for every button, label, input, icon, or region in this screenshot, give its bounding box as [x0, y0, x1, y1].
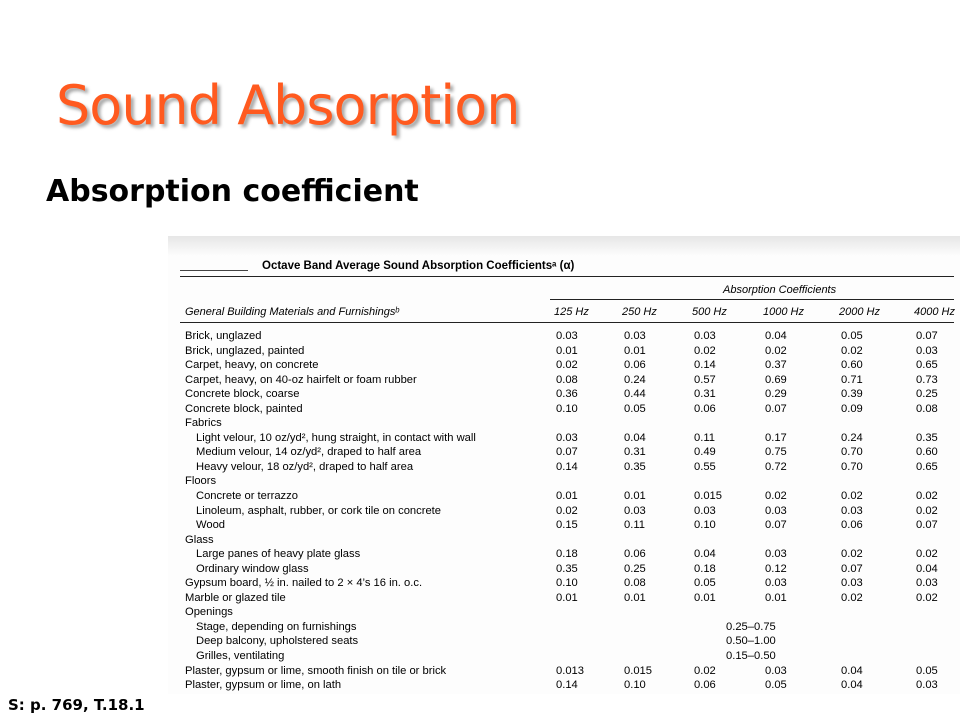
coefficient-value: 0.02 — [841, 344, 863, 357]
table-row — [168, 387, 960, 402]
material-name: Medium velour, 14 oz/yd², draped to half area — [196, 446, 422, 459]
table-row — [168, 634, 960, 649]
material-name: Carpet, heavy, on concrete — [185, 359, 319, 372]
coefficient-value: 0.55 — [694, 460, 716, 473]
coefficient-value: 0.03 — [916, 577, 938, 590]
table-title-rule — [180, 270, 248, 271]
table-row — [168, 620, 960, 635]
coefficient-value: 0.02 — [694, 664, 716, 677]
coefficient-value: 0.015 — [624, 664, 652, 677]
coefficient-value: 0.03 — [556, 330, 578, 342]
coefficient-value: 0.11 — [624, 519, 645, 532]
coefficient-value: 0.06 — [694, 402, 716, 415]
material-name: Deep balcony, upholstered seats — [196, 635, 359, 648]
coefficient-value: 0.07 — [916, 519, 938, 532]
coefficient-value: 0.29 — [765, 388, 787, 401]
coefficient-value: 0.35 — [916, 431, 938, 444]
coefficient-value: 0.57 — [694, 373, 716, 386]
material-name: Light velour, 10 oz/yd², hung straight, in contact with wall — [196, 431, 476, 444]
coefficient-value: 0.02 — [694, 344, 716, 357]
coefficient-value: 0.10 — [556, 577, 578, 590]
materials-column-header: General Building Materials and Furnishingsᵇ — [185, 306, 399, 318]
table-row — [168, 431, 960, 446]
scan-shading — [168, 236, 960, 256]
coefficient-value: 0.01 — [556, 591, 578, 604]
material-name: Carpet, heavy, on 40-oz hairfelt or foam rubber — [185, 373, 417, 386]
coefficient-value: 0.14 — [556, 679, 578, 692]
coefficient-value: 0.07 — [916, 330, 938, 342]
coefficient-value: 0.03 — [556, 431, 578, 444]
table-row — [168, 358, 960, 373]
coefficient-value: 0.04 — [916, 562, 938, 575]
frequency-header: 125 Hz — [554, 306, 589, 318]
coefficient-value: 0.02 — [765, 344, 787, 357]
coefficient-value: 0.31 — [694, 388, 716, 401]
material-name: Plaster, gypsum or lime, smooth finish on tile or brick — [185, 664, 447, 677]
coefficient-value: 0.06 — [624, 548, 646, 561]
coefficient-value: 0.01 — [556, 344, 578, 357]
coefficient-value: 0.35 — [556, 562, 578, 575]
frequency-header: 2000 Hz — [839, 306, 880, 318]
coefficient-value: 0.71 — [841, 373, 863, 386]
coefficient-value: 0.49 — [694, 446, 716, 459]
coefficient-value: 0.05 — [916, 664, 938, 677]
coefficient-value: 0.08 — [624, 577, 646, 590]
header-bottom-rule — [180, 322, 954, 323]
coefficient-value: 0.36 — [556, 388, 578, 401]
material-name: Linoleum, asphalt, rubber, or cork tile on concrete — [196, 504, 442, 517]
material-name: Plaster, gypsum or lime, on lath — [185, 679, 342, 692]
coefficient-value: 0.04 — [841, 679, 863, 692]
coefficient-value: 0.69 — [765, 373, 787, 386]
coefficient-value: 0.04 — [841, 664, 863, 677]
coefficient-value: 0.07 — [841, 562, 863, 575]
coefficient-range: 0.25–0.75 — [726, 620, 776, 633]
table-row — [168, 416, 960, 431]
slide-title: Sound Absorption — [56, 74, 520, 137]
coefficient-value: 0.39 — [841, 388, 863, 401]
coefficient-value: 0.70 — [841, 446, 863, 459]
coefficient-value: 0.03 — [841, 577, 863, 590]
coefficient-value: 0.65 — [916, 359, 938, 372]
coefficient-value: 0.18 — [556, 548, 578, 561]
material-name: Large panes of heavy plate glass — [196, 548, 361, 561]
material-name: Ordinary window glass — [196, 562, 309, 575]
frequency-header: 250 Hz — [622, 306, 657, 318]
coefficient-value: 0.01 — [624, 490, 646, 503]
material-name: Floors — [185, 475, 217, 488]
coefficient-value: 0.24 — [841, 431, 863, 444]
coefficient-value: 0.03 — [624, 330, 646, 342]
coefficient-value: 0.25 — [916, 388, 938, 401]
coefficient-value: 0.01 — [765, 591, 787, 604]
coefficient-value: 0.10 — [556, 402, 578, 415]
coefficient-value: 0.01 — [694, 591, 716, 604]
coefficient-value: 0.02 — [916, 490, 938, 503]
material-name: Concrete block, painted — [185, 402, 303, 415]
coefficient-value: 0.015 — [694, 490, 722, 503]
coefficient-value: 0.013 — [556, 664, 584, 677]
table-row — [168, 489, 960, 504]
coefficient-value: 0.04 — [624, 431, 646, 444]
coefficient-value: 0.44 — [624, 388, 646, 401]
table-row — [168, 329, 960, 344]
coefficient-value: 0.05 — [694, 577, 716, 590]
coefficient-value: 0.35 — [624, 460, 646, 473]
coefficient-value: 0.02 — [841, 490, 863, 503]
material-name: Gypsum board, ½ in. nailed to 2 × 4’s 16 in. o.c. — [185, 577, 423, 590]
coefficient-value: 0.02 — [841, 591, 863, 604]
coefficient-value: 0.14 — [556, 460, 578, 473]
coefficient-value: 0.03 — [765, 577, 787, 590]
material-name: Grilles, ventilating — [196, 650, 285, 663]
coefficient-value: 0.06 — [841, 519, 863, 532]
coefficient-value: 0.02 — [916, 504, 938, 517]
table-row — [168, 504, 960, 519]
table-row — [168, 402, 960, 417]
group-header-rule — [550, 299, 954, 300]
table-row — [168, 474, 960, 489]
coefficient-value: 0.05 — [624, 402, 646, 415]
table-row — [168, 344, 960, 359]
coefficient-value: 0.02 — [841, 548, 863, 561]
coefficient-value: 0.31 — [624, 446, 646, 459]
coefficient-value: 0.14 — [694, 359, 716, 372]
slide-subtitle: Absorption coefficient — [46, 174, 419, 209]
coefficient-range: 0.15–0.50 — [726, 650, 776, 663]
table-row — [168, 649, 960, 664]
coefficient-value: 0.06 — [694, 679, 716, 692]
table-title: Octave Band Average Sound Absorption Coefficientsᵃ (α) — [262, 260, 575, 272]
scanned-table — [168, 236, 960, 694]
coefficient-value: 0.01 — [624, 344, 646, 357]
coefficient-value: 0.11 — [694, 431, 715, 444]
table-row — [168, 533, 960, 548]
material-name: Heavy velour, 18 oz/yd², draped to half area — [196, 460, 414, 473]
coefficient-value: 0.75 — [765, 446, 787, 459]
coefficient-value: 0.03 — [624, 504, 646, 517]
coefficient-value: 0.07 — [765, 519, 787, 532]
coefficient-value: 0.72 — [765, 460, 787, 473]
table-row — [168, 373, 960, 388]
coefficient-value: 0.09 — [841, 402, 863, 415]
material-name: Concrete or terrazzo — [196, 490, 298, 503]
material-name: Stage, depending on furnishings — [196, 620, 357, 633]
coefficient-range: 0.50–1.00 — [726, 635, 776, 648]
coefficient-value: 0.02 — [916, 548, 938, 561]
coefficient-value: 0.12 — [765, 562, 787, 575]
coefficient-value: 0.01 — [556, 490, 578, 503]
material-name: Openings — [185, 606, 233, 619]
coefficient-value: 0.03 — [765, 504, 787, 517]
table-row — [168, 460, 960, 475]
table-row — [168, 547, 960, 562]
coefficient-value: 0.06 — [624, 359, 646, 372]
coefficient-value: 0.10 — [694, 519, 716, 532]
absorption-coefficients-header: Absorption Coefficients — [723, 284, 837, 296]
coefficient-value: 0.17 — [765, 431, 787, 444]
table-row — [168, 518, 960, 533]
frequency-header: 1000 Hz — [763, 306, 804, 318]
coefficient-value: 0.05 — [765, 679, 787, 692]
coefficient-value: 0.03 — [916, 344, 938, 357]
table-top-rule — [180, 276, 954, 277]
material-name: Glass — [185, 533, 214, 546]
coefficient-value: 0.37 — [765, 359, 787, 372]
coefficient-value: 0.04 — [694, 548, 716, 561]
coefficient-value: 0.08 — [556, 373, 578, 386]
material-name: Wood — [196, 519, 226, 532]
coefficient-value: 0.03 — [765, 548, 787, 561]
frequency-header: 500 Hz — [692, 306, 727, 318]
coefficient-value: 0.01 — [624, 591, 646, 604]
coefficient-value: 0.02 — [765, 490, 787, 503]
coefficient-value: 0.25 — [624, 562, 646, 575]
table-row — [168, 664, 960, 679]
coefficient-value: 0.03 — [916, 679, 938, 692]
table-row — [168, 562, 960, 577]
source-credit: S: p. 769, T.18.1 — [8, 696, 145, 714]
coefficient-value: 0.73 — [916, 373, 938, 386]
table-row — [168, 591, 960, 606]
coefficient-value: 0.10 — [624, 679, 646, 692]
coefficient-value: 0.02 — [556, 504, 578, 517]
coefficient-value: 0.04 — [765, 330, 787, 342]
material-name: Marble or glazed tile — [185, 591, 286, 604]
table-body — [168, 329, 960, 693]
coefficient-value: 0.03 — [694, 330, 716, 342]
coefficient-value: 0.03 — [765, 664, 787, 677]
coefficient-value: 0.03 — [841, 504, 863, 517]
material-name: Concrete block, coarse — [185, 388, 300, 401]
table-row — [168, 445, 960, 460]
coefficient-value: 0.03 — [694, 504, 716, 517]
coefficient-value: 0.02 — [556, 359, 578, 372]
material-name: Brick, unglazed — [185, 330, 262, 342]
table-row — [168, 678, 960, 693]
coefficient-value: 0.02 — [916, 591, 938, 604]
material-name: Fabrics — [185, 417, 222, 430]
coefficient-value: 0.60 — [841, 359, 863, 372]
coefficient-value: 0.18 — [694, 562, 716, 575]
table-row — [168, 605, 960, 620]
coefficient-value: 0.07 — [765, 402, 787, 415]
coefficient-value: 0.60 — [916, 446, 938, 459]
table-row — [168, 576, 960, 591]
coefficient-value: 0.70 — [841, 460, 863, 473]
material-name: Brick, unglazed, painted — [185, 344, 305, 357]
coefficient-value: 0.07 — [556, 446, 578, 459]
coefficient-value: 0.08 — [916, 402, 938, 415]
coefficient-value: 0.24 — [624, 373, 646, 386]
frequency-header: 4000 Hz — [914, 306, 955, 318]
coefficient-value: 0.65 — [916, 460, 938, 473]
coefficient-value: 0.15 — [556, 519, 578, 532]
coefficient-value: 0.05 — [841, 330, 863, 342]
